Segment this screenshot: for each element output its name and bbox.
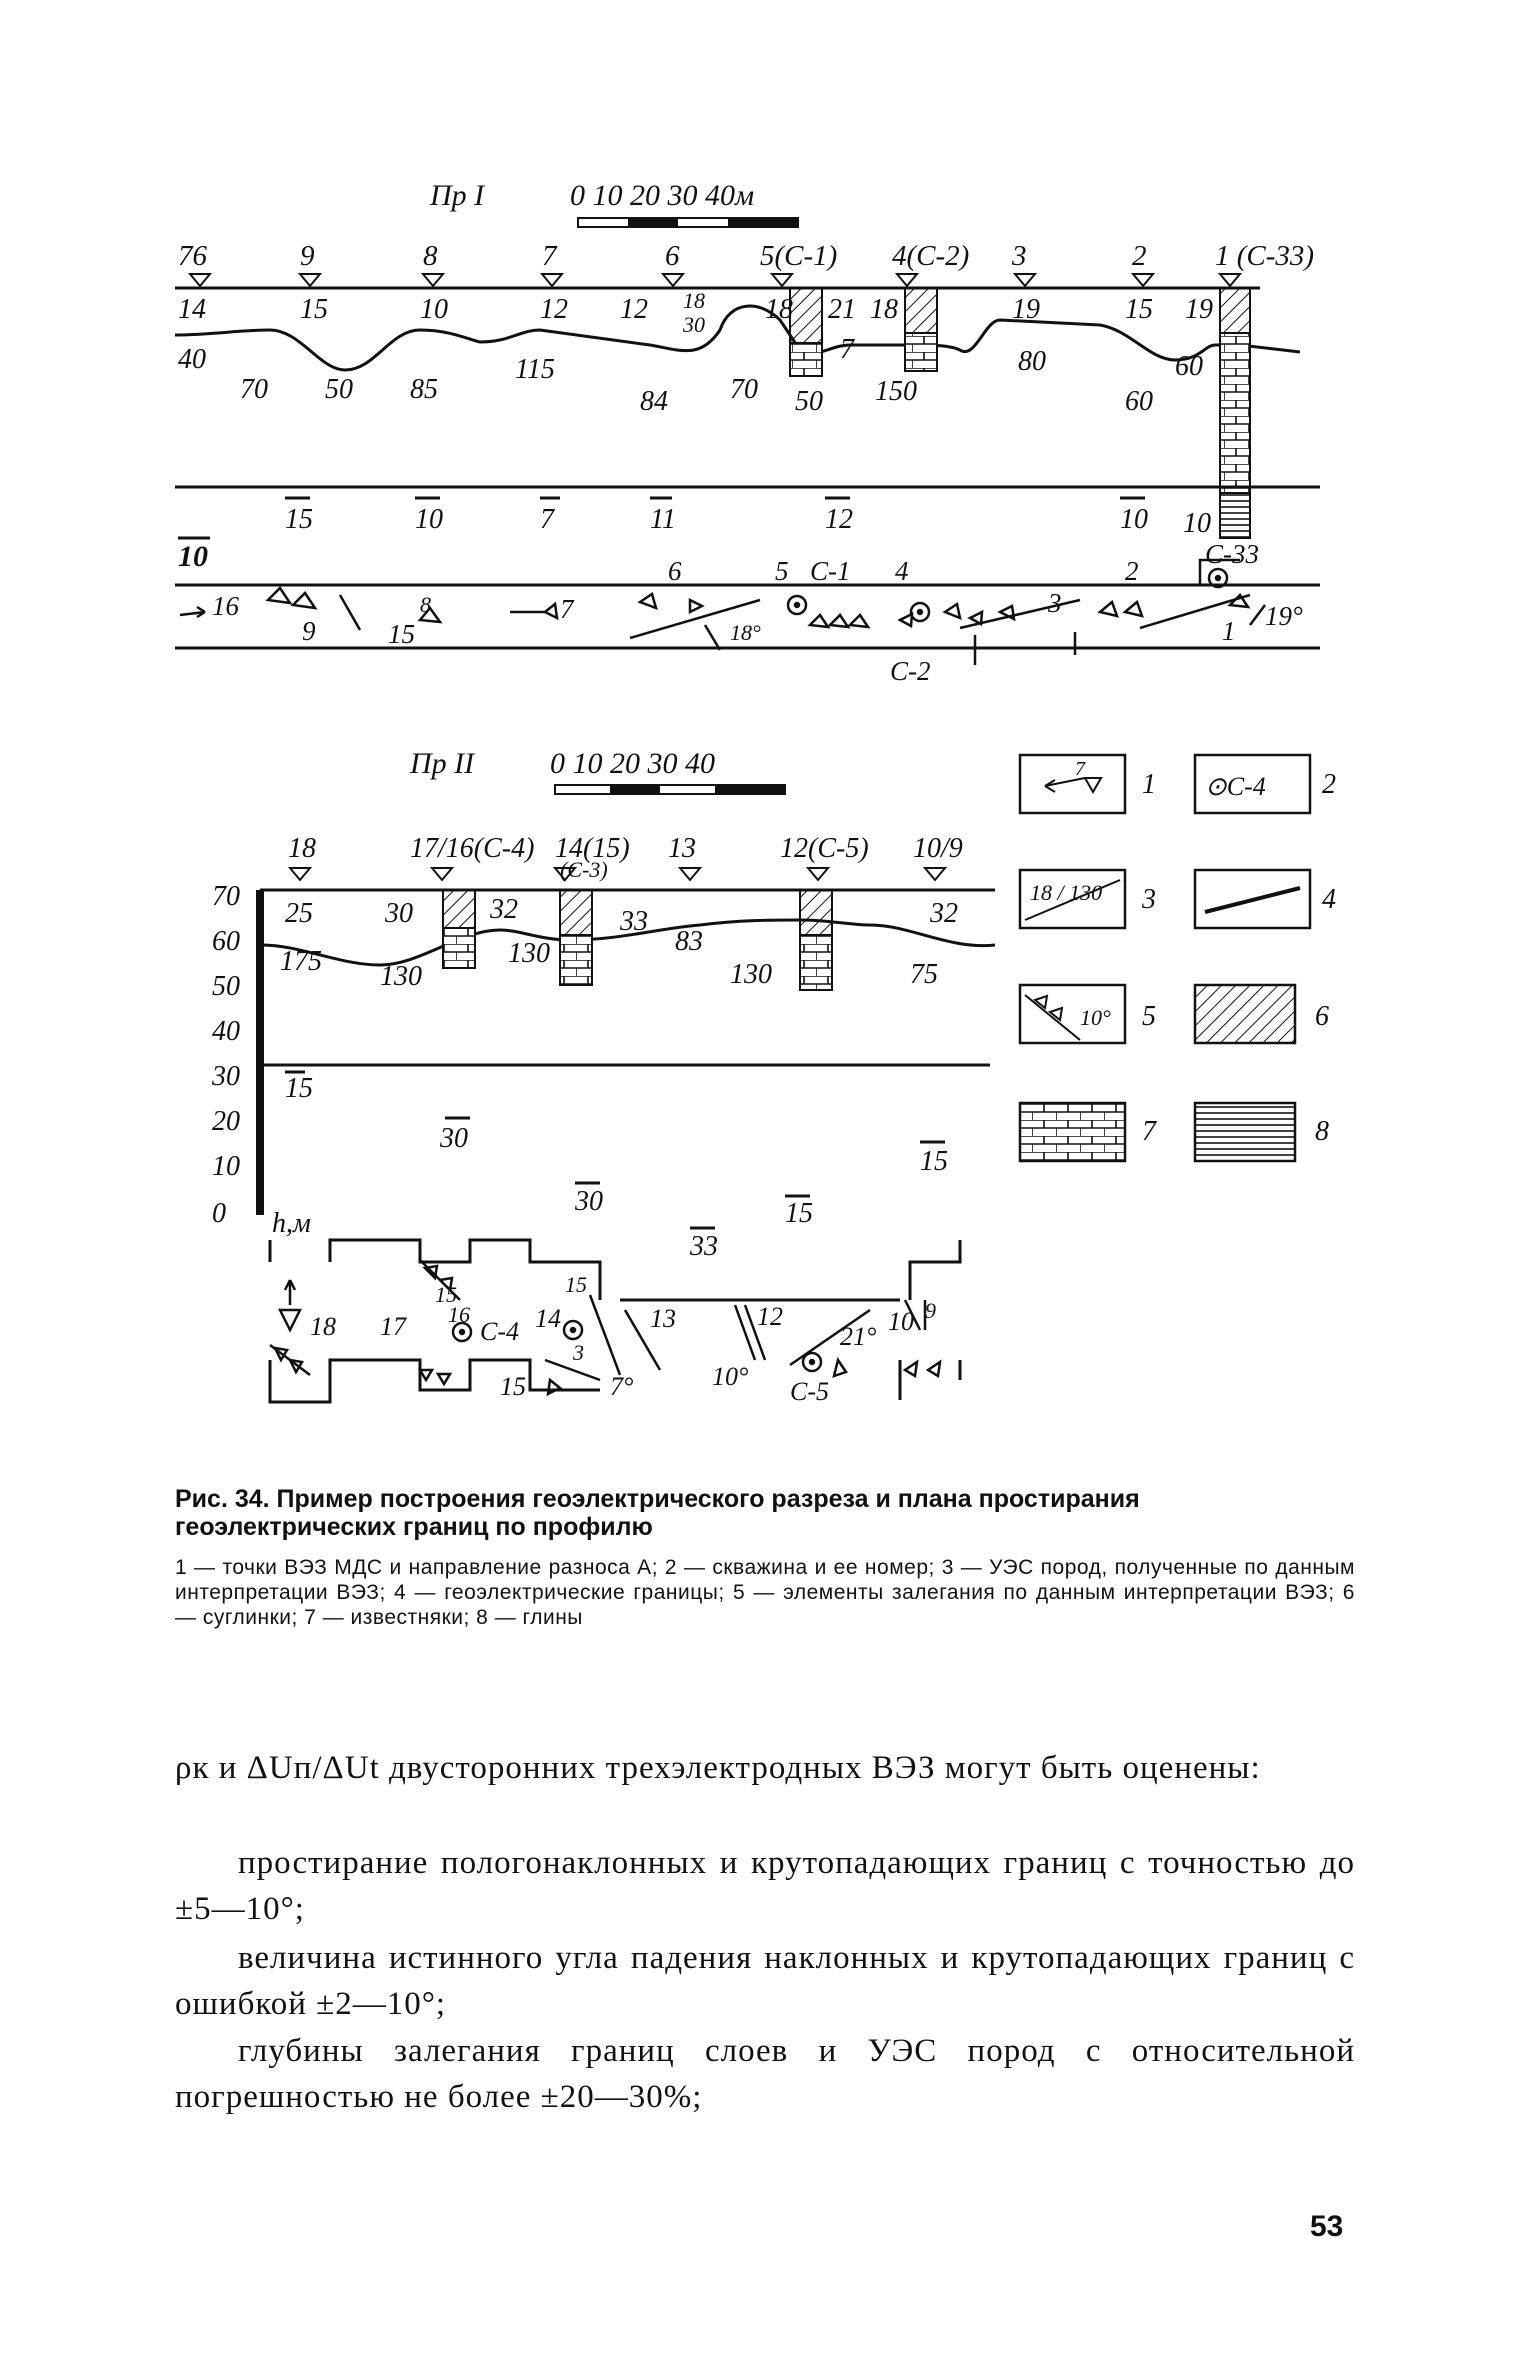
svg-text:30: 30 <box>440 1123 468 1154</box>
profile-2-station-labels <box>288 833 963 882</box>
svg-text:3: 3 <box>573 1340 584 1365</box>
svg-text:9: 9 <box>925 1298 936 1323</box>
profile-2-lower-values <box>280 926 938 992</box>
svg-text:85: 85 <box>410 374 438 405</box>
svg-text:18: 18 <box>870 294 898 325</box>
svg-text:70: 70 <box>212 881 240 912</box>
profile-2-upper-values <box>285 894 958 937</box>
profile-1-label: Пр I <box>430 179 485 212</box>
profile-1-plan-labels <box>212 539 1303 686</box>
svg-text:7: 7 <box>560 594 574 624</box>
svg-text:10: 10 <box>415 504 443 535</box>
svg-text:10°: 10° <box>1080 1005 1111 1030</box>
svg-text:30: 30 <box>385 898 413 929</box>
profile-1-lower-values <box>178 334 1203 417</box>
svg-text:25: 25 <box>285 898 313 929</box>
station-label: 7 <box>542 240 557 272</box>
profile-1 <box>175 179 1320 686</box>
svg-text:7: 7 <box>1075 758 1085 780</box>
profile-2-scale-label: 0 10 20 30 40 <box>550 747 715 780</box>
svg-text:130: 130 <box>380 961 422 992</box>
svg-text:15: 15 <box>435 1282 457 1307</box>
svg-text:40: 40 <box>178 344 206 375</box>
svg-text:60: 60 <box>212 926 240 957</box>
svg-text:32: 32 <box>490 894 518 925</box>
svg-text:8: 8 <box>1315 1116 1329 1147</box>
svg-text:14(15): 14(15) <box>555 833 630 864</box>
svg-text:6: 6 <box>1315 1001 1329 1032</box>
body-paragraph: величина истинного угла падения наклонных и крутопадающих границ с ошибкой ±2—10°; <box>175 1940 1355 2022</box>
svg-text:50: 50 <box>795 386 823 417</box>
svg-text:175: 175 <box>280 946 322 977</box>
svg-text:17/16(С-4): 17/16(С-4) <box>410 833 535 864</box>
svg-text:10/9: 10/9 <box>913 833 963 864</box>
svg-text:11: 11 <box>650 504 676 535</box>
legend-box-8 <box>1195 1103 1295 1161</box>
profile-2 <box>211 747 995 1406</box>
svg-text:60: 60 <box>1175 351 1203 382</box>
svg-text:16: 16 <box>212 591 239 621</box>
svg-text:С-4: С-4 <box>480 1317 519 1346</box>
svg-text:40: 40 <box>212 1016 240 1047</box>
svg-text:10: 10 <box>1183 508 1211 539</box>
svg-text:80: 80 <box>1018 346 1046 377</box>
station-label: 2 <box>1132 240 1147 272</box>
body-paragraph: ρк и ΔUп/ΔUt двусторонних трехэлектродных ВЭЗ могут быть оценены: <box>175 1750 1261 1786</box>
profile-1-scale-bar <box>578 218 798 227</box>
svg-text:4: 4 <box>1322 884 1336 915</box>
profile-1-station-markers <box>190 274 1240 286</box>
legend-num: 1 <box>1142 769 1156 800</box>
borehole-c1 <box>790 288 822 376</box>
svg-text:(С-3): (С-3) <box>560 857 608 882</box>
svg-text:2: 2 <box>1125 556 1139 586</box>
profile-2-plan-labels <box>310 1272 936 1406</box>
svg-text:12: 12 <box>757 1302 783 1331</box>
svg-text:70: 70 <box>240 374 268 405</box>
svg-text:10: 10 <box>888 1307 914 1336</box>
svg-text:115: 115 <box>515 354 555 385</box>
body-paragraph: глубины залегания границ слоев и УЭС пород с относительной погрешностью не более ±20—30%; <box>175 2033 1355 2115</box>
svg-text:32: 32 <box>930 898 958 929</box>
svg-text:12: 12 <box>620 294 648 325</box>
svg-text:18 / 130: 18 / 130 <box>1030 880 1103 905</box>
station-label: 5(С-1) <box>760 240 838 272</box>
svg-text:0: 0 <box>212 1198 226 1229</box>
svg-text:19: 19 <box>1185 294 1213 325</box>
figure-caption-legend: 1 — точки ВЭЗ МДС и направление разноса А; 2 — скважина и ее номер; 3 — УЭС пород, полученные по данным интерпретации ВЭЗ; 4 — геоэлектрические границы; 5 — элементы залегания по данным интерпретации ВЭЗ; 6 — суглинки; 7 — известняки; 8 — глины <box>175 1556 1355 1629</box>
svg-text:⊙С-4: ⊙С-4 <box>1205 772 1266 801</box>
svg-text:12: 12 <box>825 504 853 535</box>
legend <box>1020 755 1336 1161</box>
svg-text:75: 75 <box>910 959 938 990</box>
svg-text:5: 5 <box>775 556 789 586</box>
svg-text:С-33: С-33 <box>1205 539 1259 569</box>
svg-text:84: 84 <box>640 386 668 417</box>
svg-text:10: 10 <box>212 1151 240 1182</box>
svg-text:30: 30 <box>683 312 705 337</box>
borehole-c5 <box>800 890 832 990</box>
svg-text:1: 1 <box>1222 616 1236 646</box>
svg-text:10: 10 <box>1120 504 1148 535</box>
svg-text:15: 15 <box>285 1073 313 1104</box>
svg-text:15: 15 <box>1125 294 1153 325</box>
svg-text:3: 3 <box>1142 884 1156 915</box>
left-marker: 10 <box>178 540 208 573</box>
svg-text:14: 14 <box>178 294 206 325</box>
svg-text:21°: 21° <box>840 1322 877 1351</box>
svg-text:10: 10 <box>420 294 448 325</box>
svg-text:12: 12 <box>540 294 568 325</box>
station-label: 8 <box>423 240 438 272</box>
station-label: 4(С-2) <box>892 240 970 272</box>
profile-2-horizon-values <box>285 1073 948 1262</box>
svg-text:С-5: С-5 <box>790 1377 829 1406</box>
height-axis <box>211 881 311 1239</box>
svg-text:15: 15 <box>285 504 313 535</box>
svg-text:С-2: С-2 <box>890 656 931 686</box>
svg-text:4: 4 <box>895 556 909 586</box>
svg-text:3: 3 <box>1048 588 1062 618</box>
profile-1-station-labels <box>178 240 1314 272</box>
svg-text:18: 18 <box>288 833 316 864</box>
svg-text:33: 33 <box>690 1231 718 1262</box>
svg-text:150: 150 <box>875 376 917 407</box>
svg-text:13: 13 <box>668 833 696 864</box>
legend-box-7 <box>1020 1103 1125 1161</box>
svg-text:7: 7 <box>1142 1116 1156 1147</box>
borehole-c4 <box>443 890 475 968</box>
svg-text:18: 18 <box>765 294 793 325</box>
svg-text:60: 60 <box>1125 386 1153 417</box>
svg-text:33: 33 <box>620 906 648 937</box>
svg-text:16: 16 <box>448 1302 470 1327</box>
svg-text:130: 130 <box>730 959 772 990</box>
svg-text:17: 17 <box>380 1312 406 1341</box>
svg-text:18: 18 <box>683 288 705 313</box>
svg-text:15: 15 <box>565 1272 587 1297</box>
body-paragraph: простирание пологонаклонных и крутопадающих границ с точностью до ±5—10°; <box>175 1845 1355 1927</box>
svg-text:18°: 18° <box>730 620 761 645</box>
svg-text:19°: 19° <box>1265 601 1303 631</box>
svg-text:7°: 7° <box>610 1372 634 1401</box>
legend-box-6 <box>1195 985 1295 1043</box>
svg-text:15: 15 <box>300 294 328 325</box>
svg-text:19: 19 <box>1012 294 1040 325</box>
svg-text:21: 21 <box>828 294 856 325</box>
station-label: 9 <box>300 240 315 272</box>
svg-text:7: 7 <box>540 504 554 535</box>
svg-text:2: 2 <box>1322 769 1336 800</box>
profile-1-scale-label: 0 10 20 30 40м <box>570 179 755 212</box>
borehole-c3 <box>560 890 592 985</box>
svg-text:70: 70 <box>730 374 758 405</box>
svg-text:С-1: С-1 <box>810 556 851 586</box>
svg-text:9: 9 <box>302 616 316 646</box>
legend-box-1 <box>1020 755 1125 813</box>
svg-text:83: 83 <box>675 926 703 957</box>
station-label: 1 (С-33) <box>1215 240 1315 272</box>
svg-text:20: 20 <box>212 1106 240 1137</box>
borehole-c33 <box>1220 288 1250 538</box>
station-label: 76 <box>178 240 207 272</box>
borehole-c2 <box>905 288 937 371</box>
svg-text:18: 18 <box>310 1312 336 1341</box>
svg-text:10°: 10° <box>712 1362 749 1391</box>
page-number: 53 <box>1310 2210 1344 2243</box>
profile-1-upper-values <box>178 288 1213 337</box>
profile-1-horizon-values <box>285 504 1211 539</box>
svg-text:15: 15 <box>388 619 415 649</box>
svg-text:6: 6 <box>668 556 682 586</box>
svg-text:50: 50 <box>212 971 240 1002</box>
profile-2-label: Пр II <box>410 747 475 780</box>
svg-text:13: 13 <box>650 1304 676 1333</box>
svg-text:8: 8 <box>420 592 431 617</box>
svg-text:50: 50 <box>325 374 353 405</box>
svg-text:5: 5 <box>1142 1001 1156 1032</box>
svg-text:14: 14 <box>535 1304 561 1333</box>
svg-text:15: 15 <box>500 1372 526 1401</box>
figure-caption-title: Рис. 34. Пример построения геоэлектрического разреза и плана простирания геоэлектрических границ по профилю <box>175 1485 1140 1541</box>
svg-text:15: 15 <box>920 1146 948 1177</box>
svg-text:12(С-5): 12(С-5) <box>780 833 869 864</box>
svg-text:130: 130 <box>508 938 550 969</box>
svg-text:30: 30 <box>575 1186 603 1217</box>
axis-unit: h,м <box>272 1208 311 1239</box>
station-label: 6 <box>665 240 680 272</box>
svg-text:15: 15 <box>785 1198 813 1229</box>
station-label: 3 <box>1012 240 1027 272</box>
svg-text:7: 7 <box>840 334 854 365</box>
profile-2-scale-bar <box>555 785 785 794</box>
svg-text:30: 30 <box>212 1061 240 1092</box>
